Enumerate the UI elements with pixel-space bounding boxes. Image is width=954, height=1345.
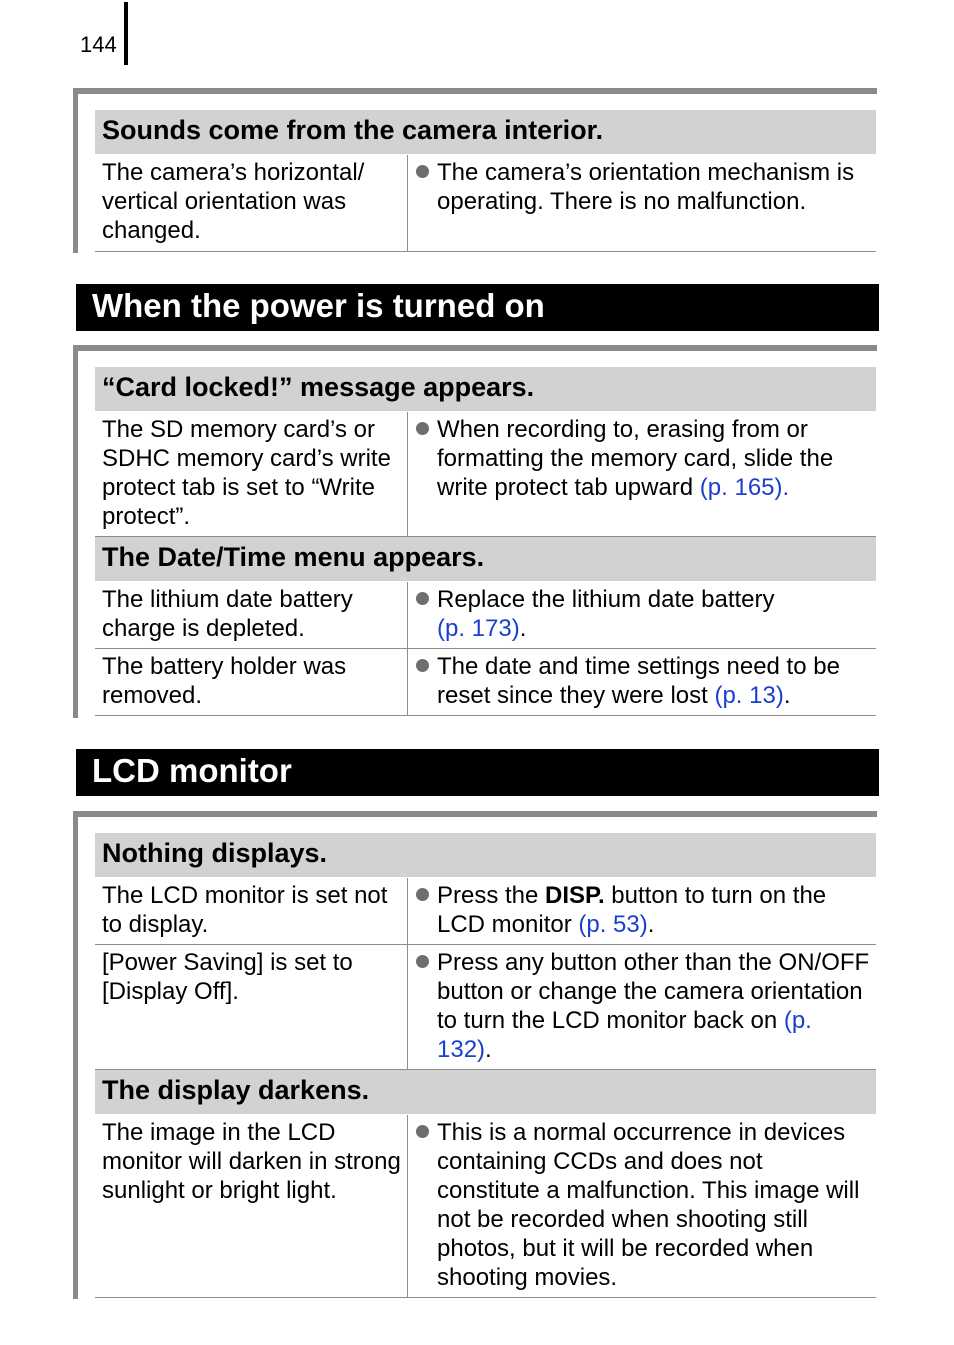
remedy-cell xyxy=(408,878,876,944)
remedy-text xyxy=(437,948,870,1064)
page-link[interactable]: (p. 173) xyxy=(437,615,520,642)
bullet-icon xyxy=(416,415,437,531)
problem-header: Nothing displays. xyxy=(95,833,876,878)
page-number-rule xyxy=(124,2,128,65)
remedy-text-part: Replace the lithium date battery xyxy=(437,586,775,613)
remedy-text: This is a normal occurrence in devices containing CCDs and does not constitute a malfunction. This image will not be recorded when shooting still photos, but it will be recorded when shooting movies. xyxy=(437,1119,860,1291)
remedy-cell xyxy=(408,1115,876,1297)
remedy-period: . xyxy=(519,615,527,642)
remedy-text xyxy=(437,652,870,710)
bullet-icon xyxy=(416,652,437,710)
remedy-text: The camera’s orientation mechanism is operating. There is no malfunction. xyxy=(437,159,855,215)
cause-cell: The image in the LCD monitor will darken in strong sunlight or bright light. xyxy=(95,1115,408,1297)
block-bar xyxy=(73,345,78,718)
problem-header: The Date/Time menu appears. xyxy=(95,537,876,582)
table-row xyxy=(95,412,876,537)
block-bar xyxy=(73,811,78,1299)
page-link[interactable]: (p. 13) xyxy=(714,682,784,709)
cause-cell: [Power Saving] is set to [Display Off]. xyxy=(95,945,408,1069)
remedy-period: . xyxy=(485,1036,492,1063)
remedy-cell xyxy=(408,649,876,715)
problem-header: Sounds come from the camera interior. xyxy=(95,110,876,155)
section-title-power: When the power is turned on xyxy=(76,284,879,331)
block-inner xyxy=(95,367,876,716)
bullet-icon xyxy=(416,881,437,939)
table-row xyxy=(95,649,876,716)
remedy-text-part: button to turn on the LCD monitor xyxy=(437,882,827,938)
cause-cell: The lithium date battery charge is depleted. xyxy=(95,582,408,648)
remedy-text xyxy=(437,415,870,531)
page-link[interactable]: (p. 132) xyxy=(437,1007,812,1063)
block-inner xyxy=(95,110,876,252)
bullet-icon xyxy=(416,158,437,246)
cause-cell: The SD memory card’s or SDHC memory card’s write protect tab is set to “Write protect”. xyxy=(95,412,408,536)
section-title-lcd: LCD monitor xyxy=(76,749,879,796)
remedy-text xyxy=(437,585,870,643)
disp-button-label: DISP. xyxy=(545,882,605,909)
remedy-period: . xyxy=(783,682,791,709)
block-top-rule xyxy=(73,811,877,817)
remedy-cell xyxy=(408,412,876,536)
remedy-cell xyxy=(408,582,876,648)
block-top-rule xyxy=(73,345,877,351)
remedy-cell xyxy=(408,945,876,1069)
remedy-period: . xyxy=(782,474,790,501)
troubleshoot-block-lcd xyxy=(73,811,877,1299)
table-row xyxy=(95,155,876,252)
table-row xyxy=(95,1115,876,1298)
page-link[interactable]: (p. 165) xyxy=(699,474,783,501)
troubleshoot-block-power xyxy=(73,345,877,718)
block-inner xyxy=(95,833,876,1298)
page-link[interactable]: (p. 53) xyxy=(578,911,648,938)
remedy-cell xyxy=(408,155,876,251)
remedy-text-part: When recording to, erasing from or formatting the memory card, slide the write protect tab upward xyxy=(437,416,834,501)
problem-header: The display darkens. xyxy=(95,1070,876,1115)
cause-cell: The battery holder was removed. xyxy=(95,649,408,715)
table-row xyxy=(95,945,876,1070)
bullet-icon xyxy=(416,585,437,643)
problem-header: “Card locked!” message appears. xyxy=(95,367,876,412)
cause-cell: The camera’s horizontal/ vertical orientation was changed. xyxy=(95,155,408,251)
remedy-text-part: Press the xyxy=(437,882,546,909)
bullet-icon xyxy=(416,1118,437,1292)
remedy-period: . xyxy=(647,911,655,938)
cause-cell: The LCD monitor is set not to display. xyxy=(95,878,408,944)
troubleshoot-block-sounds xyxy=(73,88,877,253)
block-bar xyxy=(73,88,78,253)
remedy-text xyxy=(437,881,870,939)
bullet-icon xyxy=(416,948,437,1064)
block-top-rule xyxy=(73,88,877,94)
remedy-text-part: Press any button other than the ON/OFF button or change the camera orientation to turn the LCD monitor back on xyxy=(437,949,870,1034)
remedy-text-part: The date and time settings need to be reset since they were lost xyxy=(437,653,840,709)
table-row xyxy=(95,582,876,649)
table-row xyxy=(95,878,876,945)
page-number: 144 xyxy=(80,32,117,57)
